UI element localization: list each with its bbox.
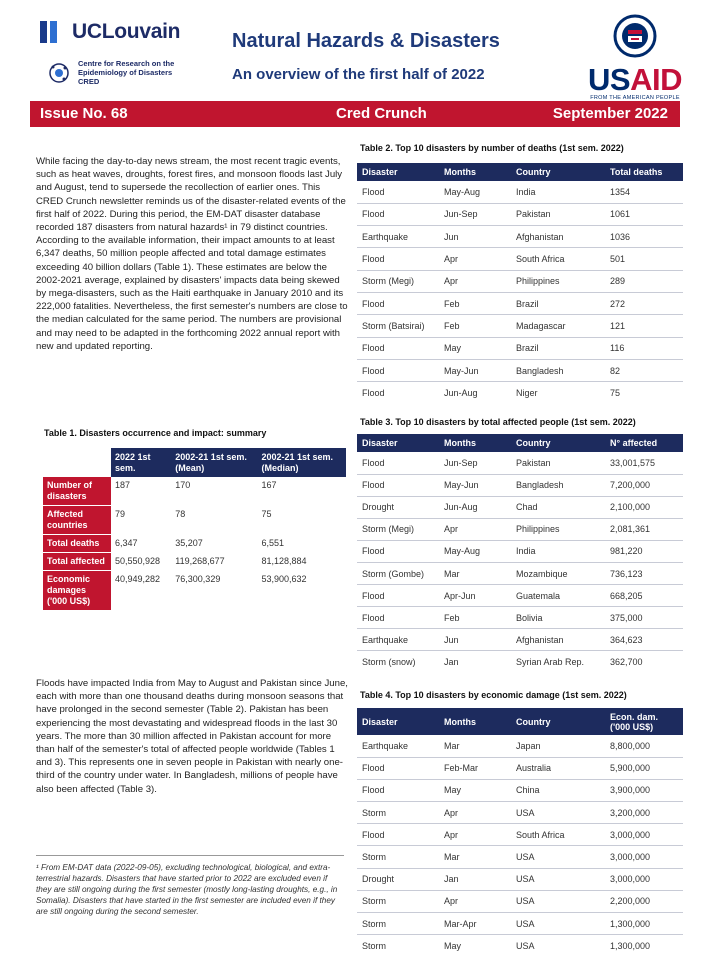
table-row: [43, 506, 346, 535]
table-cell: Apr: [439, 270, 511, 292]
cred-line-1: Centre for Research on the: [78, 59, 175, 68]
table-cell: Earthquake: [357, 735, 439, 757]
table-cell: Apr-Jun: [439, 585, 511, 607]
table-cell: Bangladesh: [511, 359, 605, 381]
table-cell: May: [439, 779, 511, 801]
table-cell: May-Jun: [439, 474, 511, 496]
table-cell: May: [439, 337, 511, 359]
table-row: [357, 846, 683, 868]
table-cell: 2,081,361: [605, 518, 683, 540]
column-header: Months: [439, 434, 511, 452]
table-cell: Storm: [357, 913, 439, 935]
table-cell: Storm: [362, 941, 387, 952]
column-header: 2002-21 1st sem. (Mean): [171, 448, 257, 477]
table-header-row: [357, 434, 683, 452]
table-cell: 40,949,282: [111, 571, 171, 611]
table-cell: 1,300,000: [605, 913, 683, 935]
table-cell: 362,700: [610, 657, 643, 668]
table-row: [357, 474, 683, 496]
table-cell: Jun-Sep: [439, 203, 511, 225]
table-cell: Flood: [357, 540, 439, 562]
uclouvain-mark-icon: [40, 21, 66, 43]
usaid-logo: [585, 14, 685, 101]
footnote: ¹ From EM-DAT data (2022-09-05), excluding technological, biological, and extra-terrestrial hazards. Disasters that have started prior to 2022 are excluded even if they are still ongoing during the first semester (mostly long-lasting droughts, e.g., in Somalia). Disasters that have started in the first semester are included even if they are still ongoing during the second semester.: [36, 855, 344, 917]
table-cell: Flood: [357, 474, 439, 496]
table-cell: Storm (snow): [362, 657, 416, 668]
table-cell: 75: [257, 506, 346, 535]
table-row: [357, 248, 683, 270]
table-header-row: [43, 448, 346, 477]
table-row: [357, 757, 683, 779]
table-cell: Brazil: [511, 292, 605, 314]
issue-band: [30, 101, 680, 127]
deaths-table: [357, 163, 683, 404]
table-cell: May-Aug: [439, 181, 511, 203]
table-cell: 33,001,575: [605, 452, 683, 474]
table-cell: Drought: [357, 496, 439, 518]
table-cell: USA: [516, 941, 535, 952]
table-cell: 1,300,000: [610, 941, 651, 952]
table-header-row: [357, 708, 683, 735]
column-header: Country: [511, 163, 605, 181]
table-cell: USA: [511, 802, 605, 824]
table-row: [357, 292, 683, 314]
table-cell: 2,100,000: [605, 496, 683, 518]
table-cell: Philippines: [511, 518, 605, 540]
row-header: Total affected: [43, 553, 111, 571]
uclouvain-logo: [40, 20, 180, 44]
table-cell: 6,347: [111, 535, 171, 553]
table-cell: 187: [111, 477, 171, 506]
table-cell: Feb: [439, 292, 511, 314]
table-cell: 75: [610, 388, 621, 399]
table-row: [357, 802, 683, 824]
table-cell: Feb-Mar: [439, 757, 511, 779]
table-cell: Pakistan: [511, 452, 605, 474]
table-cell: 272: [605, 292, 683, 314]
usaid-aid: AID: [630, 62, 682, 97]
table-cell: Australia: [511, 757, 605, 779]
table-row: [357, 890, 683, 912]
table-row: [43, 477, 346, 506]
table-cell: Apr: [439, 824, 511, 846]
page-header: [0, 0, 720, 100]
table-row: [357, 203, 683, 225]
table-cell: Afghanistan: [511, 629, 605, 651]
table-cell: Flood: [357, 824, 439, 846]
table-row: [357, 779, 683, 801]
page-title: Natural Hazards & Disasters: [232, 30, 500, 52]
summary-table: [43, 448, 346, 611]
table-row: [357, 359, 683, 381]
column-header: Disaster: [357, 434, 439, 452]
table-cell: India: [511, 540, 605, 562]
table-cell: Storm (Batsirai): [357, 315, 439, 337]
table-row: [357, 382, 683, 404]
table-cell: 121: [605, 315, 683, 337]
table-cell: 119,268,677: [171, 553, 257, 571]
table-row: [357, 562, 683, 584]
table-cell: 53,900,632: [257, 571, 346, 611]
column-header: 2022 1st sem.: [111, 448, 171, 477]
cred-line-3: CRED: [78, 77, 100, 86]
table-cell: 81,128,884: [257, 553, 346, 571]
table-cell: Guatemala: [511, 585, 605, 607]
table-cell: 1354: [605, 181, 683, 203]
row-header: Number of disasters: [43, 477, 111, 506]
table-cell: Apr: [439, 248, 511, 270]
table-cell: Brazil: [511, 337, 605, 359]
table-row: [43, 553, 346, 571]
table-cell: Jun: [439, 226, 511, 248]
table-cell: Apr: [439, 890, 511, 912]
table-cell: 501: [605, 248, 683, 270]
page-subtitle: An overview of the first half of 2022: [232, 66, 485, 83]
column-header: Country: [511, 434, 605, 452]
table-cell: 7,200,000: [605, 474, 683, 496]
table-cell: Japan: [511, 735, 605, 757]
table-cell: Jun-Sep: [439, 452, 511, 474]
table-cell: Flood: [362, 388, 385, 399]
table-cell: Apr: [439, 518, 511, 540]
table-cell: 981,220: [605, 540, 683, 562]
table-cell: USA: [511, 913, 605, 935]
table-cell: Syrian Arab Rep.: [516, 657, 585, 668]
table-cell: 375,000: [605, 607, 683, 629]
table-cell: 76,300,329: [171, 571, 257, 611]
table-cell: 78: [171, 506, 257, 535]
table-row: [357, 518, 683, 540]
table-cell: Mar: [439, 846, 511, 868]
table-row: [357, 226, 683, 248]
table-row: [357, 452, 683, 474]
table-cell: Storm: [357, 890, 439, 912]
table-cell: 364,623: [605, 629, 683, 651]
damage-table: [357, 708, 683, 957]
column-header: 2002-21 1st sem. (Median): [257, 448, 346, 477]
table-cell: Flood: [357, 757, 439, 779]
table-cell: 289: [605, 270, 683, 292]
table-cell: 116: [605, 337, 683, 359]
table-cell: Storm (Megi): [357, 270, 439, 292]
table-cell: South Africa: [511, 248, 605, 270]
uclouvain-name: UCLouvain: [72, 20, 181, 43]
table-row: [357, 824, 683, 846]
table-row: [357, 540, 683, 562]
table-cell: 167: [257, 477, 346, 506]
table-cell: Earthquake: [357, 629, 439, 651]
table-cell: 736,123: [605, 562, 683, 584]
table-cell: Flood: [357, 779, 439, 801]
table-cell: Flood: [357, 452, 439, 474]
table-cell: 82: [605, 359, 683, 381]
usaid-seal-icon: [613, 14, 657, 58]
table-cell: Mar: [439, 562, 511, 584]
table-cell: May: [444, 941, 462, 952]
table-cell: USA: [511, 868, 605, 890]
table-cell: May-Jun: [439, 359, 511, 381]
row-header: Affected countries: [43, 506, 111, 535]
table-cell: 1036: [605, 226, 683, 248]
table-cell: 8,800,000: [605, 735, 683, 757]
column-header: Months: [439, 163, 511, 181]
table-cell: Flood: [357, 248, 439, 270]
table-row: [357, 337, 683, 359]
cred-logo: [48, 59, 174, 86]
table3-caption: Table 3. Top 10 disasters by total affected people (1st sem. 2022): [360, 417, 636, 427]
table4-caption: Table 4. Top 10 disasters by economic damage (1st sem. 2022): [360, 690, 627, 700]
table-cell: Jun: [439, 629, 511, 651]
table2-caption: Table 2. Top 10 disasters by number of deaths (1st sem. 2022): [360, 143, 624, 153]
table-cell: Mar: [439, 735, 511, 757]
table-cell: Flood: [357, 181, 439, 203]
newsletter-name: Cred Crunch: [336, 105, 427, 122]
table-cell: Mozambique: [511, 562, 605, 584]
table-cell: 668,205: [605, 585, 683, 607]
table-cell: 1061: [605, 203, 683, 225]
table-cell: South Africa: [511, 824, 605, 846]
table-row: [357, 735, 683, 757]
table-cell: 3,000,000: [605, 868, 683, 890]
table-row: [43, 535, 346, 553]
intro-paragraph: While facing the day-to-day news stream, the most recent tragic events, such as heat waves, droughts, forest fires, and monsoon floods last July and August, tend to supersede the recollection of earlier ones. This CRED Crunch newsletter reminds us of the disaster-related events of the first half of 2022. During this period, the EM-DAT disaster database recorded 187 disasters from natural hazards¹ in 79 distinct countries. According to the available information, their impact amounts to at least 6,347 deaths, 50 million people affected and total damage estimates exceeding 40 billion dollars (Table 1). These estimates are below the 2002-2021 average, explained by disasters' impacts data being skewed by mega-disasters, such as the Haiti earthquake in January 2010 and its 222,000 fatalities. Nevertheless, the first semester's numbers are close to the median calculated for the same period. The numbers are provisional and may need to be adapted in the forthcoming 2022 annual report with new and updated reporting.: [36, 156, 348, 352]
table-cell: Madagascar: [511, 315, 605, 337]
column-header: Disaster: [357, 708, 439, 735]
table-row: [357, 868, 683, 890]
table-cell: Feb: [439, 315, 511, 337]
table-row: [357, 607, 683, 629]
usaid-tagline: FROM THE AMERICAN PEOPLE: [590, 95, 680, 101]
table-corner: [43, 448, 111, 477]
table-cell: Storm: [357, 802, 439, 824]
table-row: [357, 935, 683, 957]
table-cell: Drought: [357, 868, 439, 890]
row-header: Economic damages ('000 US$): [43, 571, 111, 611]
table-cell: Niger: [516, 388, 538, 399]
table-cell: 2,200,000: [605, 890, 683, 912]
cred-globe-icon: [48, 62, 70, 84]
table-cell: Bangladesh: [511, 474, 605, 496]
table-header-row: [357, 163, 683, 181]
table-cell: 50,550,928: [111, 553, 171, 571]
column-header: Country: [511, 708, 605, 735]
table-cell: USA: [511, 846, 605, 868]
table-cell: Apr: [439, 802, 511, 824]
table-cell: 6,551: [257, 535, 346, 553]
table-cell: Storm (Megi): [357, 518, 439, 540]
column-header: Econ. dam. ('000 US$): [605, 708, 683, 735]
table-cell: 3,000,000: [605, 846, 683, 868]
table-cell: USA: [511, 890, 605, 912]
table-cell: Jun-Aug: [444, 388, 478, 399]
table-row: [357, 270, 683, 292]
table-cell: Flood: [357, 359, 439, 381]
table-cell: 3,900,000: [605, 779, 683, 801]
table-row: [357, 629, 683, 651]
table-cell: Bolivia: [511, 607, 605, 629]
table-cell: Flood: [357, 292, 439, 314]
table-cell: Flood: [357, 203, 439, 225]
table-row: [357, 496, 683, 518]
table-cell: Feb: [439, 607, 511, 629]
table-row: [357, 913, 683, 935]
table-cell: Flood: [357, 337, 439, 359]
table-cell: 79: [111, 506, 171, 535]
table-row: [43, 571, 346, 611]
issue-number: Issue No. 68: [40, 105, 128, 122]
column-header: Months: [439, 708, 511, 735]
table-cell: 3,000,000: [605, 824, 683, 846]
table-cell: Flood: [357, 585, 439, 607]
table-cell: Pakistan: [511, 203, 605, 225]
cred-line-2: Epidemiology of Disasters: [78, 68, 173, 77]
column-header: Total deaths: [605, 163, 683, 181]
issue-date: September 2022: [552, 105, 668, 122]
table-row: [357, 651, 683, 673]
table-cell: Chad: [511, 496, 605, 518]
table-cell: 170: [171, 477, 257, 506]
table-cell: Jan: [439, 868, 511, 890]
table-cell: Mar-Apr: [439, 913, 511, 935]
table-cell: China: [511, 779, 605, 801]
usaid-us: US: [588, 62, 631, 97]
second-paragraph: Floods have impacted India from May to August and Pakistan since June, each with more than one thousand deaths during monsoon seasons that have prolonged in the second semester (Table 2). Pakistan has been experiencing the most devastating and widespread floods in the last 30 years. The more than 30 million affected in Pakistan account for more than half of the semester's total of affected people worldwide (Tables 1 and 3). This represents one in seven people in Pakistan with nearly one-third of the country under water. In Bangladesh, millions of people have also been affected (Table 3).: [36, 678, 348, 795]
table-cell: Flood: [357, 607, 439, 629]
table-cell: Jun-Aug: [439, 496, 511, 518]
table-row: [357, 181, 683, 203]
table-cell: Storm: [357, 846, 439, 868]
table-cell: May-Aug: [439, 540, 511, 562]
column-header: N° affected: [605, 434, 683, 452]
row-header: Total deaths: [43, 535, 111, 553]
table-cell: Afghanistan: [511, 226, 605, 248]
table-cell: 35,207: [171, 535, 257, 553]
table-cell: Storm (Gombe): [357, 562, 439, 584]
table-cell: India: [511, 181, 605, 203]
table-cell: 3,200,000: [605, 802, 683, 824]
table-cell: Jan: [444, 657, 459, 668]
table-cell: Philippines: [511, 270, 605, 292]
table1-caption: Table 1. Disasters occurrence and impact: summary: [44, 428, 267, 438]
affected-table: [357, 434, 683, 673]
table-row: [357, 315, 683, 337]
table-cell: Earthquake: [357, 226, 439, 248]
table-cell: 5,900,000: [605, 757, 683, 779]
table-row: [357, 585, 683, 607]
column-header: Disaster: [357, 163, 439, 181]
